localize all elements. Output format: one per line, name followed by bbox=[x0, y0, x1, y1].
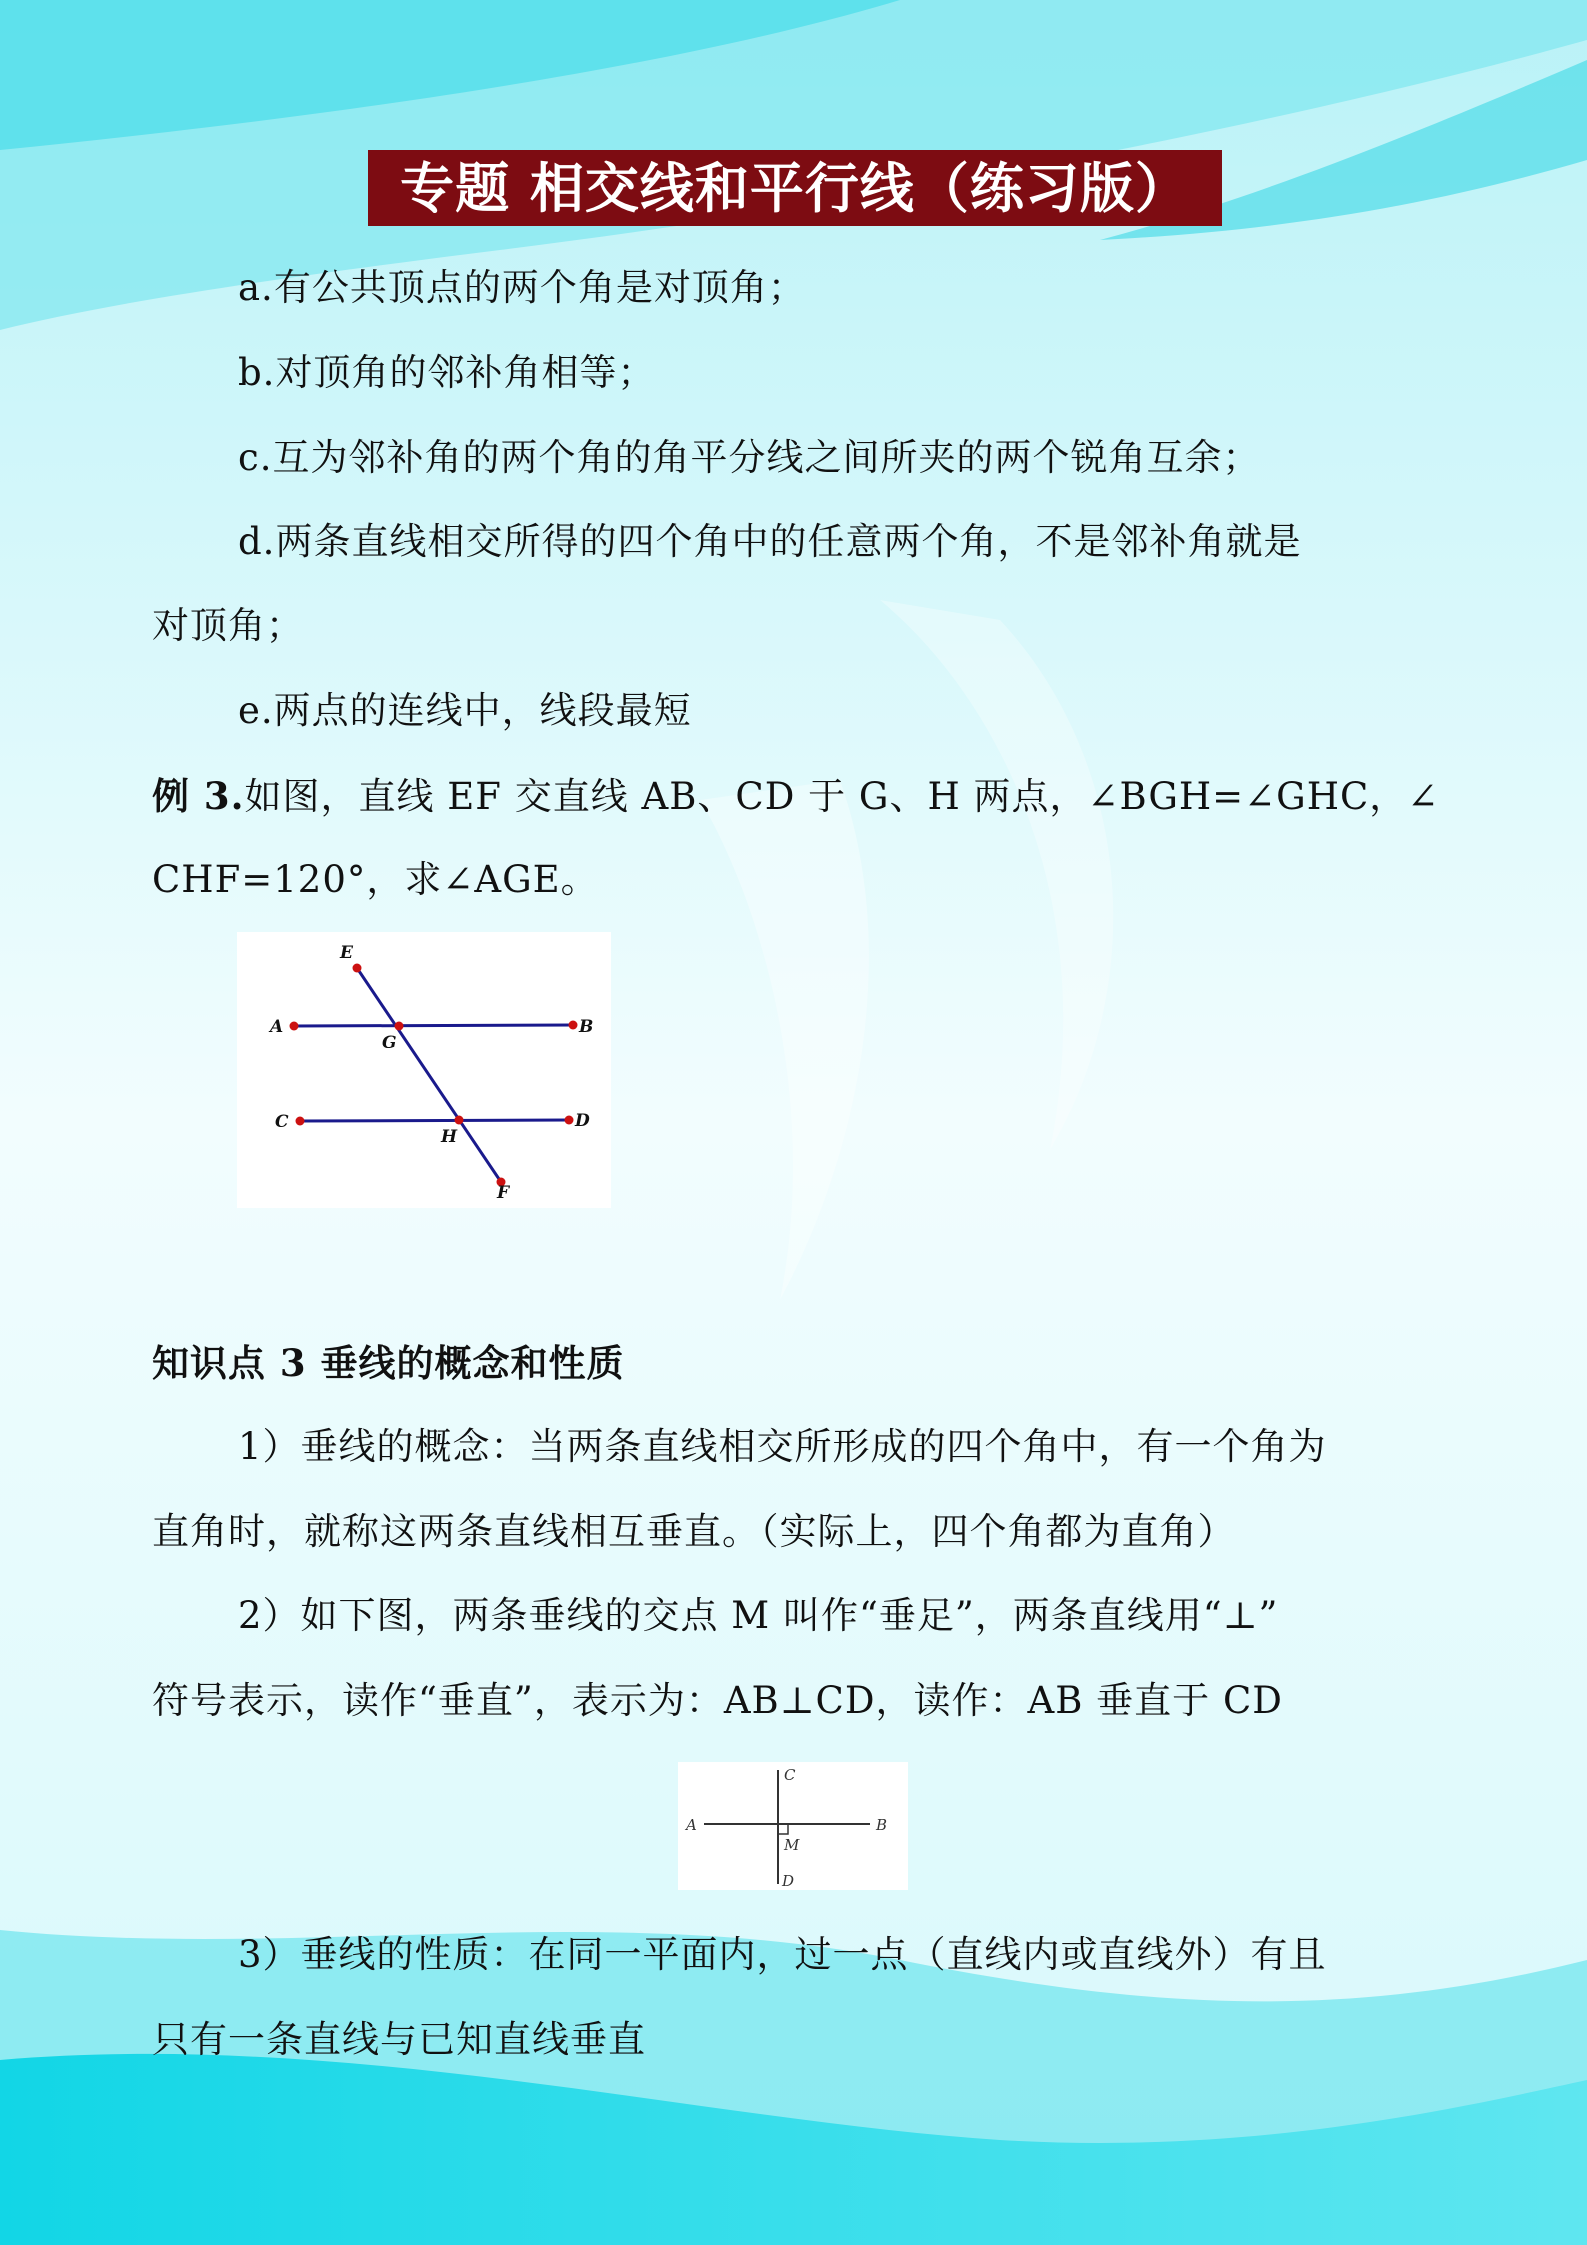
statement-b: b.对顶角的邻补角相等； bbox=[238, 351, 656, 394]
label-a: A bbox=[270, 1017, 284, 1037]
statement-d: d.两条直线相交所得的四个角中的任意两个角，不是邻补角就是 bbox=[238, 520, 1302, 563]
label-c: C bbox=[275, 1112, 289, 1132]
figure-perpendicular-lines bbox=[678, 1762, 908, 1890]
label-g: G bbox=[382, 1033, 397, 1053]
label-f: F bbox=[497, 1183, 510, 1203]
label-h: H bbox=[441, 1127, 458, 1147]
perpendicular-property-line2: 只有一条直线与已知直线垂直 bbox=[152, 2018, 646, 2061]
perpendicular-concept-line2: 直角时，就称这两条直线相互垂直。（实际上，四个角都为直角） bbox=[152, 1510, 1236, 1553]
page-title: 专题 相交线和平行线（练习版） bbox=[368, 150, 1222, 226]
line-ef bbox=[357, 968, 501, 1182]
perpendicular-concept-line1: 1）垂线的概念：当两条直线相交所形成的四个角中，有一个角为 bbox=[238, 1425, 1327, 1468]
label-d: D bbox=[782, 1872, 795, 1890]
label-c: C bbox=[784, 1766, 796, 1784]
label-b: B bbox=[579, 1017, 594, 1037]
statement-a: a.有公共顶点的两个角是对顶角； bbox=[238, 266, 806, 309]
example-3-label: 例 3. bbox=[152, 774, 245, 818]
label-b: B bbox=[876, 1816, 888, 1834]
label-d: D bbox=[575, 1111, 590, 1131]
right-angle-mark bbox=[778, 1824, 788, 1834]
perpendicular-property-line1: 3）垂线的性质：在同一平面内，过一点（直线内或直线外）有且 bbox=[238, 1933, 1327, 1976]
section-3-heading: 知识点 3 垂线的概念和性质 bbox=[152, 1341, 625, 1385]
label-a: A bbox=[686, 1816, 697, 1834]
line-ab bbox=[294, 1025, 573, 1026]
label-m: M bbox=[784, 1836, 800, 1854]
statement-e: e.两点的连线中，线段最短 bbox=[238, 689, 692, 732]
example-3-line1 bbox=[152, 771, 1439, 822]
figure-intersecting-lines bbox=[237, 932, 611, 1208]
example-3-line2: CHF=120°，求∠AGE。 bbox=[152, 858, 599, 901]
example-3-text: 如图，直线 EF 交直线 AB、CD 于 G、H 两点，∠BGH=∠GHC，∠ bbox=[244, 775, 1440, 818]
statement-c: c.互为邻补角的两个角的角平分线之间所夹的两个锐角互余； bbox=[238, 436, 1261, 479]
statement-d-continued: 对顶角； bbox=[152, 604, 304, 647]
perpendicular-notation-line2: 符号表示，读作“垂直”，表示为：AB⊥CD，读作：AB 垂直于 CD bbox=[152, 1679, 1283, 1722]
perpendicular-notation-line1: 2）如下图，两条垂线的交点 M 叫作“垂足”，两条直线用“⊥” bbox=[238, 1594, 1279, 1637]
label-e: E bbox=[340, 943, 353, 963]
line-cd bbox=[300, 1120, 569, 1121]
